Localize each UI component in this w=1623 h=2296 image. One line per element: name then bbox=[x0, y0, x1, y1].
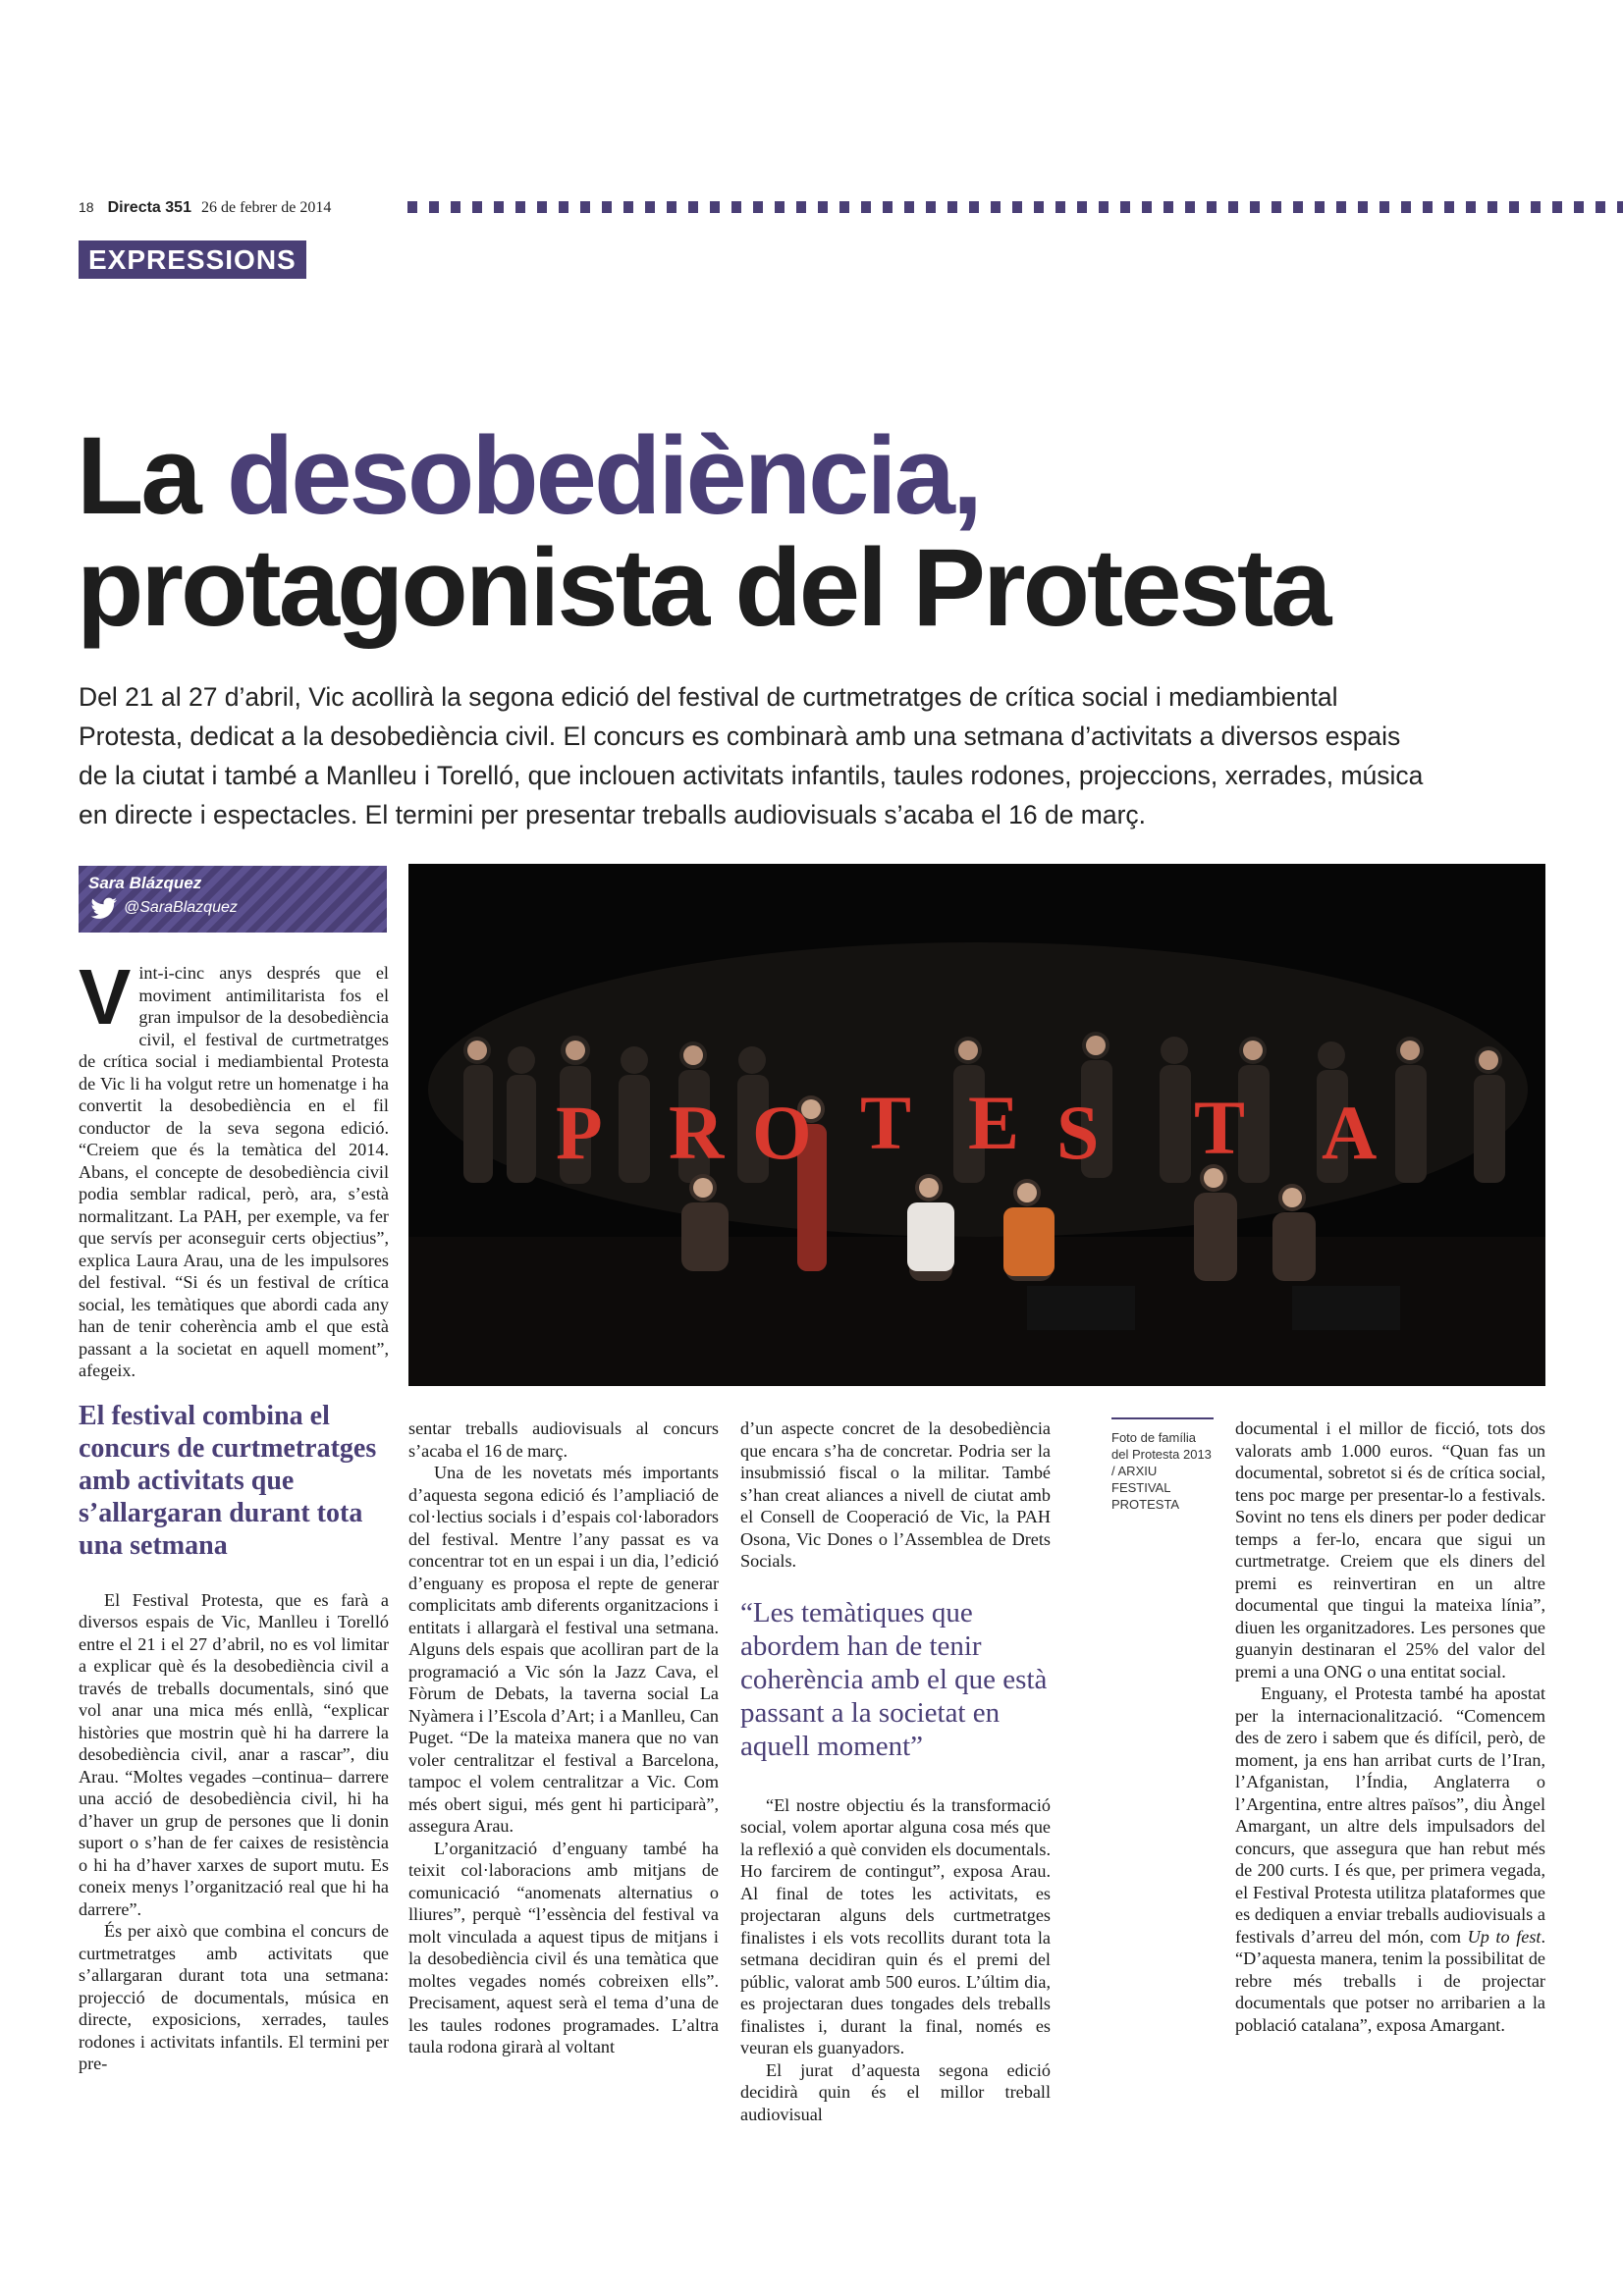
banner-letter: T bbox=[1194, 1085, 1246, 1170]
paragraph-text: . “D’aquesta manera, tenim la possibilitat de rebre més treballs i de projectar documentals que potser no arribarien a la població catalana”, exposa Amargant. bbox=[1235, 1926, 1545, 2035]
group-photo-illustration bbox=[408, 864, 1545, 1386]
section-label: EXPRESSIONS bbox=[79, 240, 306, 279]
lead-paragraph: Del 21 al 27 d’abril, Vic acollirà la segona edició del festival de curtmetratges de crítica social i mediambiental Protesta, dedicat a la desobediència civil. El concurs es combinarà amb una setmana d’activitats a diversos espais de la ciutat i també a Manlleu i Torelló, que inclouen activitats infantils, taules rodones, projeccions, xerrades, música en directe i espectacles. El termini per presentar treballs audiovisuals s’acaba el 16 de març. bbox=[79, 682, 1424, 829]
twitter-bird-icon bbox=[88, 897, 118, 919]
column-3 bbox=[740, 1417, 1051, 2125]
pull-quote: “Les temàtiques que abordem han de tenir coherència amb el que està passant a la societat en aquell moment” bbox=[740, 1596, 1048, 1762]
group-photo bbox=[408, 864, 1545, 1386]
page-number: 18 bbox=[79, 199, 94, 215]
byline bbox=[79, 866, 387, 933]
paragraph-text: Enguany, el Protesta també ha apostat per la internacionalització. “Comencem des de zero i sabem que és difícil, però, de moment, ja ens han arribat curts de l’Iran, l’Afganistan, l’Índia, Anglaterra o l’Argentina, entre altres països”, diu Àngel Amargant, un altre dels impulsadors del concurs, que assegura que han rebut més de 200 curts. I és que, per primera vegada, el Festival Protesta utilitza plataformes que es dediquen a enviar treballs audiovisuals a festivals d’arreu del món, com bbox=[1235, 1683, 1545, 1947]
body-paragraph: El jurat d’aquesta segona edició decidirà quin és el millor treball audiovisual bbox=[740, 2059, 1051, 2124]
header-dotted-rule bbox=[407, 201, 1623, 213]
body-paragraph: El Festival Protesta, que es farà a diversos espais de Vic, Manlleu i Torelló entre el 21 i el 27 d’abril, no es vol limitar a explicar què és la desobediència civil a través de treballs documentals, sinó que vol anar una mica més enllà, “explicar històries que mostrin què hi ha darrere la desobediència civil, anar a rascar”, diu Arau. “Moltes vegades –continua– darrere una acció de desobediència civil, hi ha d’haver un grup de persones que li donin suport o s’han de fer caixes de resistència o hi ha d’haver xarxes de suport mutu. Es coneix menys l’organització real que hi ha darrere”. bbox=[79, 1589, 389, 1919]
body-paragraph bbox=[1235, 1682, 1545, 2036]
body-paragraph: L’organització d’enguany també ha teixit col·laboracions amb mitjans de comunicació “anomenats alternatius o lliures”, perquè “l’essència del festival va molt vinculada a aquest tipus de mitjans i la desobediència civil és una temàtica que moltes vegades només cobreixen ells”. Precisament, aquest serà el tema d’una de les taules rodones programades. L’altra taula rodona girarà al voltant bbox=[408, 1838, 719, 2056]
headline-line2: protagonista del Protesta bbox=[77, 526, 1329, 649]
subheading: El festival combina el concurs de curtmetratges amb activitats que s’allargaran durant tota una setmana bbox=[79, 1400, 377, 1561]
body-paragraph: sentar treballs audiovisuals al concurs s’acaba el 16 de març. bbox=[408, 1418, 719, 1461]
headline-accent: desobediència, bbox=[226, 414, 980, 537]
twitter-handle-row[interactable] bbox=[88, 897, 377, 919]
body-paragraph: “El nostre objectiu és la transformació social, volem aportar alguna cosa més que la reflexió a què conviden els documentals. Ho farcirem de contingut”, exposa Arau. Al final de totes les activitats, es projectaran alguns dels curtmetratges finalistes i els vots recollits durant tota la setmana decidiran quin és el premi del públic, valorat amb 500 euros. L’últim dia, es projectaran dues tongades dels treballs finalistes i, durant la final, només es veuran els guanyadors. bbox=[740, 1794, 1051, 2057]
italic-title: Up to fest bbox=[1467, 1926, 1542, 1947]
column-4 bbox=[1235, 1417, 1545, 2036]
twitter-handle[interactable]: @SaraBlazquez bbox=[124, 899, 238, 916]
banner-letter: A bbox=[1322, 1090, 1378, 1175]
page-header bbox=[79, 199, 331, 217]
banner-letter: P bbox=[556, 1090, 603, 1175]
paragraph-text: int-i-cinc anys després que el moviment antimilitarista fos el gran impulsor de la desobediència civil, el festival de curtmetratges de crítica social i mediambiental Protesta de Vic li ha volgut retre un homenatge i ha convertit la desobediència en el fil conductor de la seva segona edició. “Creiem que és la temàtica del 2014. Abans, el concepte de desobediència civil podia semblar radical, però, ara, s’està normalitzant. La PAH, per exemple, va fer que servís per aconseguir certs objectius”, explica Laura Arau, una de les impulsores del festival. “Si és un festival de crítica social, les temàtiques que abordi cada any han de tenir coherència amb el que està passant a la societat en aquell moment”, afegeix. bbox=[79, 963, 389, 1380]
column-2 bbox=[408, 1417, 719, 2058]
headline bbox=[77, 414, 1329, 649]
banner-letter: S bbox=[1056, 1090, 1100, 1175]
banner-letter: T bbox=[860, 1080, 912, 1165]
column-1 bbox=[79, 953, 389, 2075]
issue-date: 26 de febrer de 2014 bbox=[200, 199, 332, 216]
body-paragraph: d’un aspecte concret de la desobediència que encara s’ha de concretar. Podria ser la insubmissió fiscal o la militar. També s’han creat aliances a nivell de ciutat amb el Consell de Cooperació de Vic, la PAH Osona, Vic Dones o l’Assemblea de Drets Socials. bbox=[740, 1418, 1051, 1571]
author-name: Sara Blázquez bbox=[88, 874, 202, 892]
body-paragraph bbox=[79, 953, 389, 1382]
banner-letter: R bbox=[669, 1090, 725, 1175]
drop-cap: V bbox=[79, 953, 132, 1041]
banner-letter: O bbox=[752, 1090, 812, 1175]
body-paragraph: És per això que combina el concurs de curtmetratges amb activitats que s’allargaran durant tota una setmana: projecció de documentals, música en directe, exposicions, xerrades, taules rodones i activitats infantils. El termini per pre- bbox=[79, 1921, 389, 2073]
headline-part1: La bbox=[77, 414, 227, 537]
body-paragraph: documental i el millor de ficció, tots dos valorats amb 1.000 euros. “Quan fas un documental, sobretot si és de crítica social, tens poc marge per presentar-lo a festivals. Sovint no tens els diners per poder dedicar temps a fer-lo, encara que sigui un curtmetratge. Creiem que els diners del premi es reinvertiran en un altre documental que tingui la mateixa línia”, diuen les organitzadores. Les persones que guanyin destinaran el 25% del valor del premi a una ONG o una entitat social. bbox=[1235, 1418, 1545, 1682]
banner-letter: E bbox=[968, 1080, 1020, 1165]
photo-caption: Foto de família del Protesta 2013 / ARXIU FESTIVAL PROTESTA bbox=[1111, 1417, 1214, 1513]
body-paragraph: Una de les novetats més importants d’aquesta segona edició és l’ampliació de col·lectius socials i d’espais col·laboradors del festival. Mentre l’any passat es va concentrar tot en un espai i un dia, l’edició d’enguany es proposa el repte de generar complicitats amb diferents organitzacions i entitats i allargarà el festival una setmana. Alguns dels espais que acolliran part de la programació a Vic són la Jazz Cava, el Fòrum de Debats, la taverna social La Nyàmera i l’Escola d’Art; i a Manlleu, Can Puget. “De la mateixa manera que no van voler centralitzar el festival a Barcelona, tampoc el volem centralitzar a Vic. Com més obert sigui, més gent hi participarà”, assegura Arau. bbox=[408, 1463, 719, 1836]
publication-name: Directa 351 bbox=[107, 199, 191, 216]
